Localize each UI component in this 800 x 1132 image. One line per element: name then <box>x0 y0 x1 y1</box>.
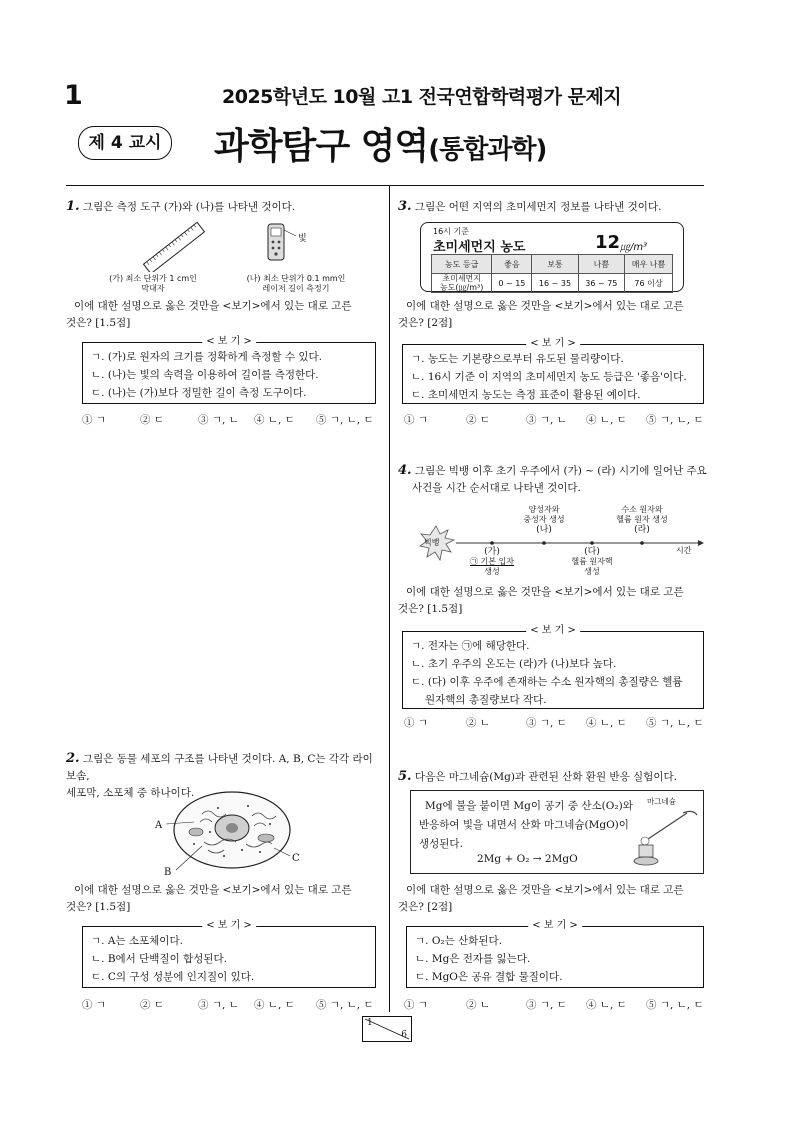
q5-bogi-label: < 보 기 > <box>528 919 582 933</box>
table-cell: 초미세먼지 농도(㎍/m³) <box>432 274 492 293</box>
q4-stem: 4. 그림은 빅뱅 이후 초기 우주에서 (가) ~ (라) 시기에 일어난 주요 사건을 시간 순서대로 나타낸 것이다. <box>398 463 707 494</box>
timeline-point-ra <box>640 541 644 545</box>
q5-choice-5[interactable]: ⑤ ㄱ, ㄴ, ㄷ <box>646 999 704 1011</box>
q2-choices <box>82 998 382 1014</box>
q5-item: ㄷ. MgO은 공유 결합 물질이다. <box>415 971 563 983</box>
q5-number: 5. <box>398 769 412 784</box>
q2-stem: 2. 그림은 동물 세포의 구조를 나타낸 것이다. A, B, C는 각각 라이보솜, 세포막, 소포체 중 하나이다. <box>66 751 373 799</box>
q5-mg-label: 마그네슘 <box>647 797 676 806</box>
timeline-point-da <box>590 541 594 545</box>
timeline-arrow-icon <box>698 540 704 546</box>
q4-time-label: 시간 <box>676 546 692 555</box>
q1-light-label: 빛 <box>298 234 307 244</box>
table-cell: 보통 <box>532 255 578 274</box>
q2-bogi-box <box>82 920 376 988</box>
q2-item: ㄴ. B에서 단백질이 합성된다. <box>91 953 227 965</box>
q2-choice-1[interactable]: ① ㄱ <box>82 999 106 1011</box>
q3-number: 3. <box>398 199 412 214</box>
q3-item: ㄴ. 16시 기준 이 지역의 초미세먼지 농도 등급은 '좋음'이다. <box>411 371 687 383</box>
q2-label-c: C <box>292 853 300 864</box>
q1-choice-3[interactable]: ③ ㄱ, ㄴ <box>198 414 239 426</box>
q3-dust-panel <box>420 222 684 292</box>
exam-title: 2025학년도 10월 고1 전국연합학력평가 문제지 <box>222 86 622 108</box>
q4-choice-2[interactable]: ② ㄴ <box>466 717 490 729</box>
q5-bogi-box <box>406 920 704 988</box>
table-row <box>432 274 673 293</box>
timeline-point-ga <box>490 541 494 545</box>
q4-item: 원자핵의 총질량보다 작다. <box>425 694 547 706</box>
q4-bogi-box <box>402 625 704 709</box>
q5-choices <box>404 998 704 1014</box>
total-pages: 6 <box>401 1030 407 1040</box>
q4-number: 4. <box>398 463 412 478</box>
table-cell: 76 이상 <box>625 274 673 293</box>
q5-choice-1[interactable]: ① ㄱ <box>404 999 428 1011</box>
q2-bogi-label: < 보 기 > <box>202 919 256 933</box>
table-cell: 매우 나쁨 <box>625 255 673 274</box>
table-row <box>432 255 673 274</box>
q2-number: 2. <box>66 751 80 766</box>
q5-experiment-text: Mg에 불을 붙이면 Mg이 공기 중 산소(O₂)와 반응하여 빛을 내면서 산화 마그네슘(MgO)이 생성된다. <box>419 800 633 850</box>
q2-cell-figure <box>150 786 310 878</box>
subject-main: 과학탐구 영역 <box>214 126 429 167</box>
q1-choice-5[interactable]: ⑤ ㄱ, ㄴ, ㄷ <box>316 414 374 426</box>
q5-prompt: 이에 대한 설명으로 옳은 것만을 <보기>에서 있는 대로 고른 것은? [2점] <box>398 884 684 913</box>
q2-item: ㄷ. C의 구성 성분에 인지질이 있다. <box>91 971 255 983</box>
q3-dust-table <box>431 254 673 293</box>
q1-caption-a: (가) 최소 단위가 1 cm인 막대자 <box>109 274 197 293</box>
q2-choice-4[interactable]: ④ ㄴ, ㄷ <box>254 999 295 1011</box>
animal-cell-icon <box>166 792 290 870</box>
page-number: 1 <box>64 80 83 111</box>
laser-meter-icon <box>268 224 296 260</box>
period-badge: 제 4 교시 <box>78 126 172 160</box>
q3-time-note: 16시 기준 <box>433 227 469 236</box>
q2-choice-2[interactable]: ② ㄷ <box>140 999 164 1011</box>
current-page: 1 <box>367 1018 373 1028</box>
timeline-point-na <box>542 541 546 545</box>
q4-ga-event: (가) ㉠ 기본 입자 생성 <box>470 547 514 576</box>
q5-item: ㄴ. Mg은 전자를 잃는다. <box>415 953 531 965</box>
burner-apparatus-icon <box>625 805 701 869</box>
table-cell: 농도 등급 <box>432 255 492 274</box>
q3-choice-3[interactable]: ③ ㄱ, ㄴ <box>526 414 567 426</box>
page-indicator <box>362 1016 412 1042</box>
q1-item: ㄴ. (나)는 빛의 속력을 이용하여 길이를 측정한다. <box>91 369 319 381</box>
q3-bogi-label: < 보 기 > <box>526 337 580 351</box>
q5-choice-3[interactable]: ③ ㄱ, ㄷ <box>526 999 567 1011</box>
q4-choice-3[interactable]: ③ ㄱ, ㄷ <box>526 717 567 729</box>
table-cell: 0 ~ 15 <box>492 274 532 293</box>
q4-choice-4[interactable]: ④ ㄴ, ㄷ <box>586 717 627 729</box>
q3-item: ㄷ. 초미세먼지 농도는 측정 표준이 활용된 예이다. <box>411 389 641 401</box>
q3-value: 12 <box>595 232 621 253</box>
q1-caption-b: (나) 최소 단위가 0.1 mm인 레이저 길이 측정기 <box>246 274 346 293</box>
q4-na-event: 양성자와 중성자 생성 (나) <box>523 505 565 535</box>
q3-panel-title: 초미세먼지 농도 <box>433 240 526 255</box>
column-divider <box>389 186 390 1012</box>
q2-label-a: A <box>155 820 163 831</box>
table-cell: 16 ~ 35 <box>532 274 578 293</box>
q3-choices <box>404 413 704 429</box>
q2-prompt: 이에 대한 설명으로 옳은 것만을 <보기>에서 있는 대로 고른 것은? [1.5점] <box>66 884 352 913</box>
q5-stem: 5. 다음은 마그네슘(Mg)과 관련된 산화 환원 반응 실험이다. <box>398 769 677 784</box>
q5-equation: 2Mg + O₂ → 2MgO <box>477 853 578 865</box>
q1-bogi-label: < 보 기 > <box>202 335 256 349</box>
q1-figure <box>140 220 350 272</box>
q1-bogi-box <box>82 336 376 404</box>
q3-unit: ㎍/m³ <box>620 242 648 253</box>
q4-prompt: 이에 대한 설명으로 옳은 것만을 <보기>에서 있는 대로 고른 것은? [1.5점] <box>398 586 684 615</box>
q3-choice-5[interactable]: ⑤ ㄱ, ㄴ, ㄷ <box>646 414 704 426</box>
q5-choice-2[interactable]: ② ㄴ <box>466 999 490 1011</box>
q1-choice-1[interactable]: ① ㄱ <box>82 414 106 426</box>
q2-choice-3[interactable]: ③ ㄱ, ㄴ <box>198 999 239 1011</box>
q4-da-event: (다) 헬륨 원자핵 생성 <box>571 547 613 576</box>
q1-prompt: 이에 대한 설명으로 옳은 것만을 <보기>에서 있는 대로 고른 것은? [1.5점] <box>66 300 352 329</box>
q4-choice-5[interactable]: ⑤ ㄱ, ㄴ, ㄷ <box>646 717 704 729</box>
table-cell: 나쁨 <box>578 255 624 274</box>
q3-choice-2[interactable]: ② ㄷ <box>466 414 490 426</box>
subject-title <box>214 118 546 169</box>
q2-label-b: B <box>164 867 172 878</box>
q5-choice-4[interactable]: ④ ㄴ, ㄷ <box>586 999 627 1011</box>
subject-sub: (통합과학) <box>428 135 547 165</box>
q1-choice-2[interactable]: ② ㄷ <box>140 414 164 426</box>
q4-bogi-label: < 보 기 > <box>526 624 580 638</box>
q4-bigbang-label: 빅뱅 <box>424 538 440 547</box>
q3-choice-1[interactable]: ① ㄱ <box>404 414 428 426</box>
q4-item: ㄷ. (다) 이후 우주에 존재하는 수소 원자핵의 총질량은 헬륨 <box>411 676 683 688</box>
q3-choice-4[interactable]: ④ ㄴ, ㄷ <box>586 414 627 426</box>
q1-item: ㄱ. (가)로 원자의 크기를 정확하게 측정할 수 있다. <box>91 351 322 363</box>
q2-choice-5[interactable]: ⑤ ㄱ, ㄴ, ㄷ <box>316 999 374 1011</box>
q4-item: ㄱ. 전자는 ㉠에 해당한다. <box>411 640 530 652</box>
table-cell: 36 ~ 75 <box>578 274 624 293</box>
q1-stem-text: 그림은 측정 도구 (가)와 (나)를 나타낸 것이다. <box>82 201 296 213</box>
header-rule <box>66 185 704 186</box>
q5-experiment-box <box>410 790 704 874</box>
q3-bogi-box <box>402 338 704 404</box>
ruler-icon <box>144 222 205 272</box>
q1-choices <box>82 413 382 429</box>
q3-item: ㄱ. 농도는 기본량으로부터 유도된 물리량이다. <box>411 353 624 365</box>
q4-choice-1[interactable]: ① ㄱ <box>404 717 428 729</box>
table-cell: 좋음 <box>492 255 532 274</box>
q3-prompt: 이에 대한 설명으로 옳은 것만을 <보기>에서 있는 대로 고른 것은? [2점] <box>398 300 684 329</box>
q1-stem <box>66 198 295 216</box>
q1-item: ㄷ. (나)는 (가)보다 정밀한 길이 측정 도구이다. <box>91 387 307 399</box>
q4-ra-event: 수소 원자와 헬륨 원자 생성 (라) <box>616 505 668 535</box>
q2-item: ㄱ. A는 소포체이다. <box>91 935 183 947</box>
q1-choice-4[interactable]: ④ ㄴ, ㄷ <box>254 414 295 426</box>
q4-item: ㄴ. 초기 우주의 온도는 (라)가 (나)보다 높다. <box>411 658 617 670</box>
q4-choices <box>404 716 704 732</box>
q3-stem: 3. 그림은 어떤 지역의 초미세먼지 정보를 나타낸 것이다. <box>398 199 662 214</box>
q5-item: ㄱ. O₂는 산화된다. <box>415 935 503 947</box>
q1-number: 1. <box>66 199 80 214</box>
